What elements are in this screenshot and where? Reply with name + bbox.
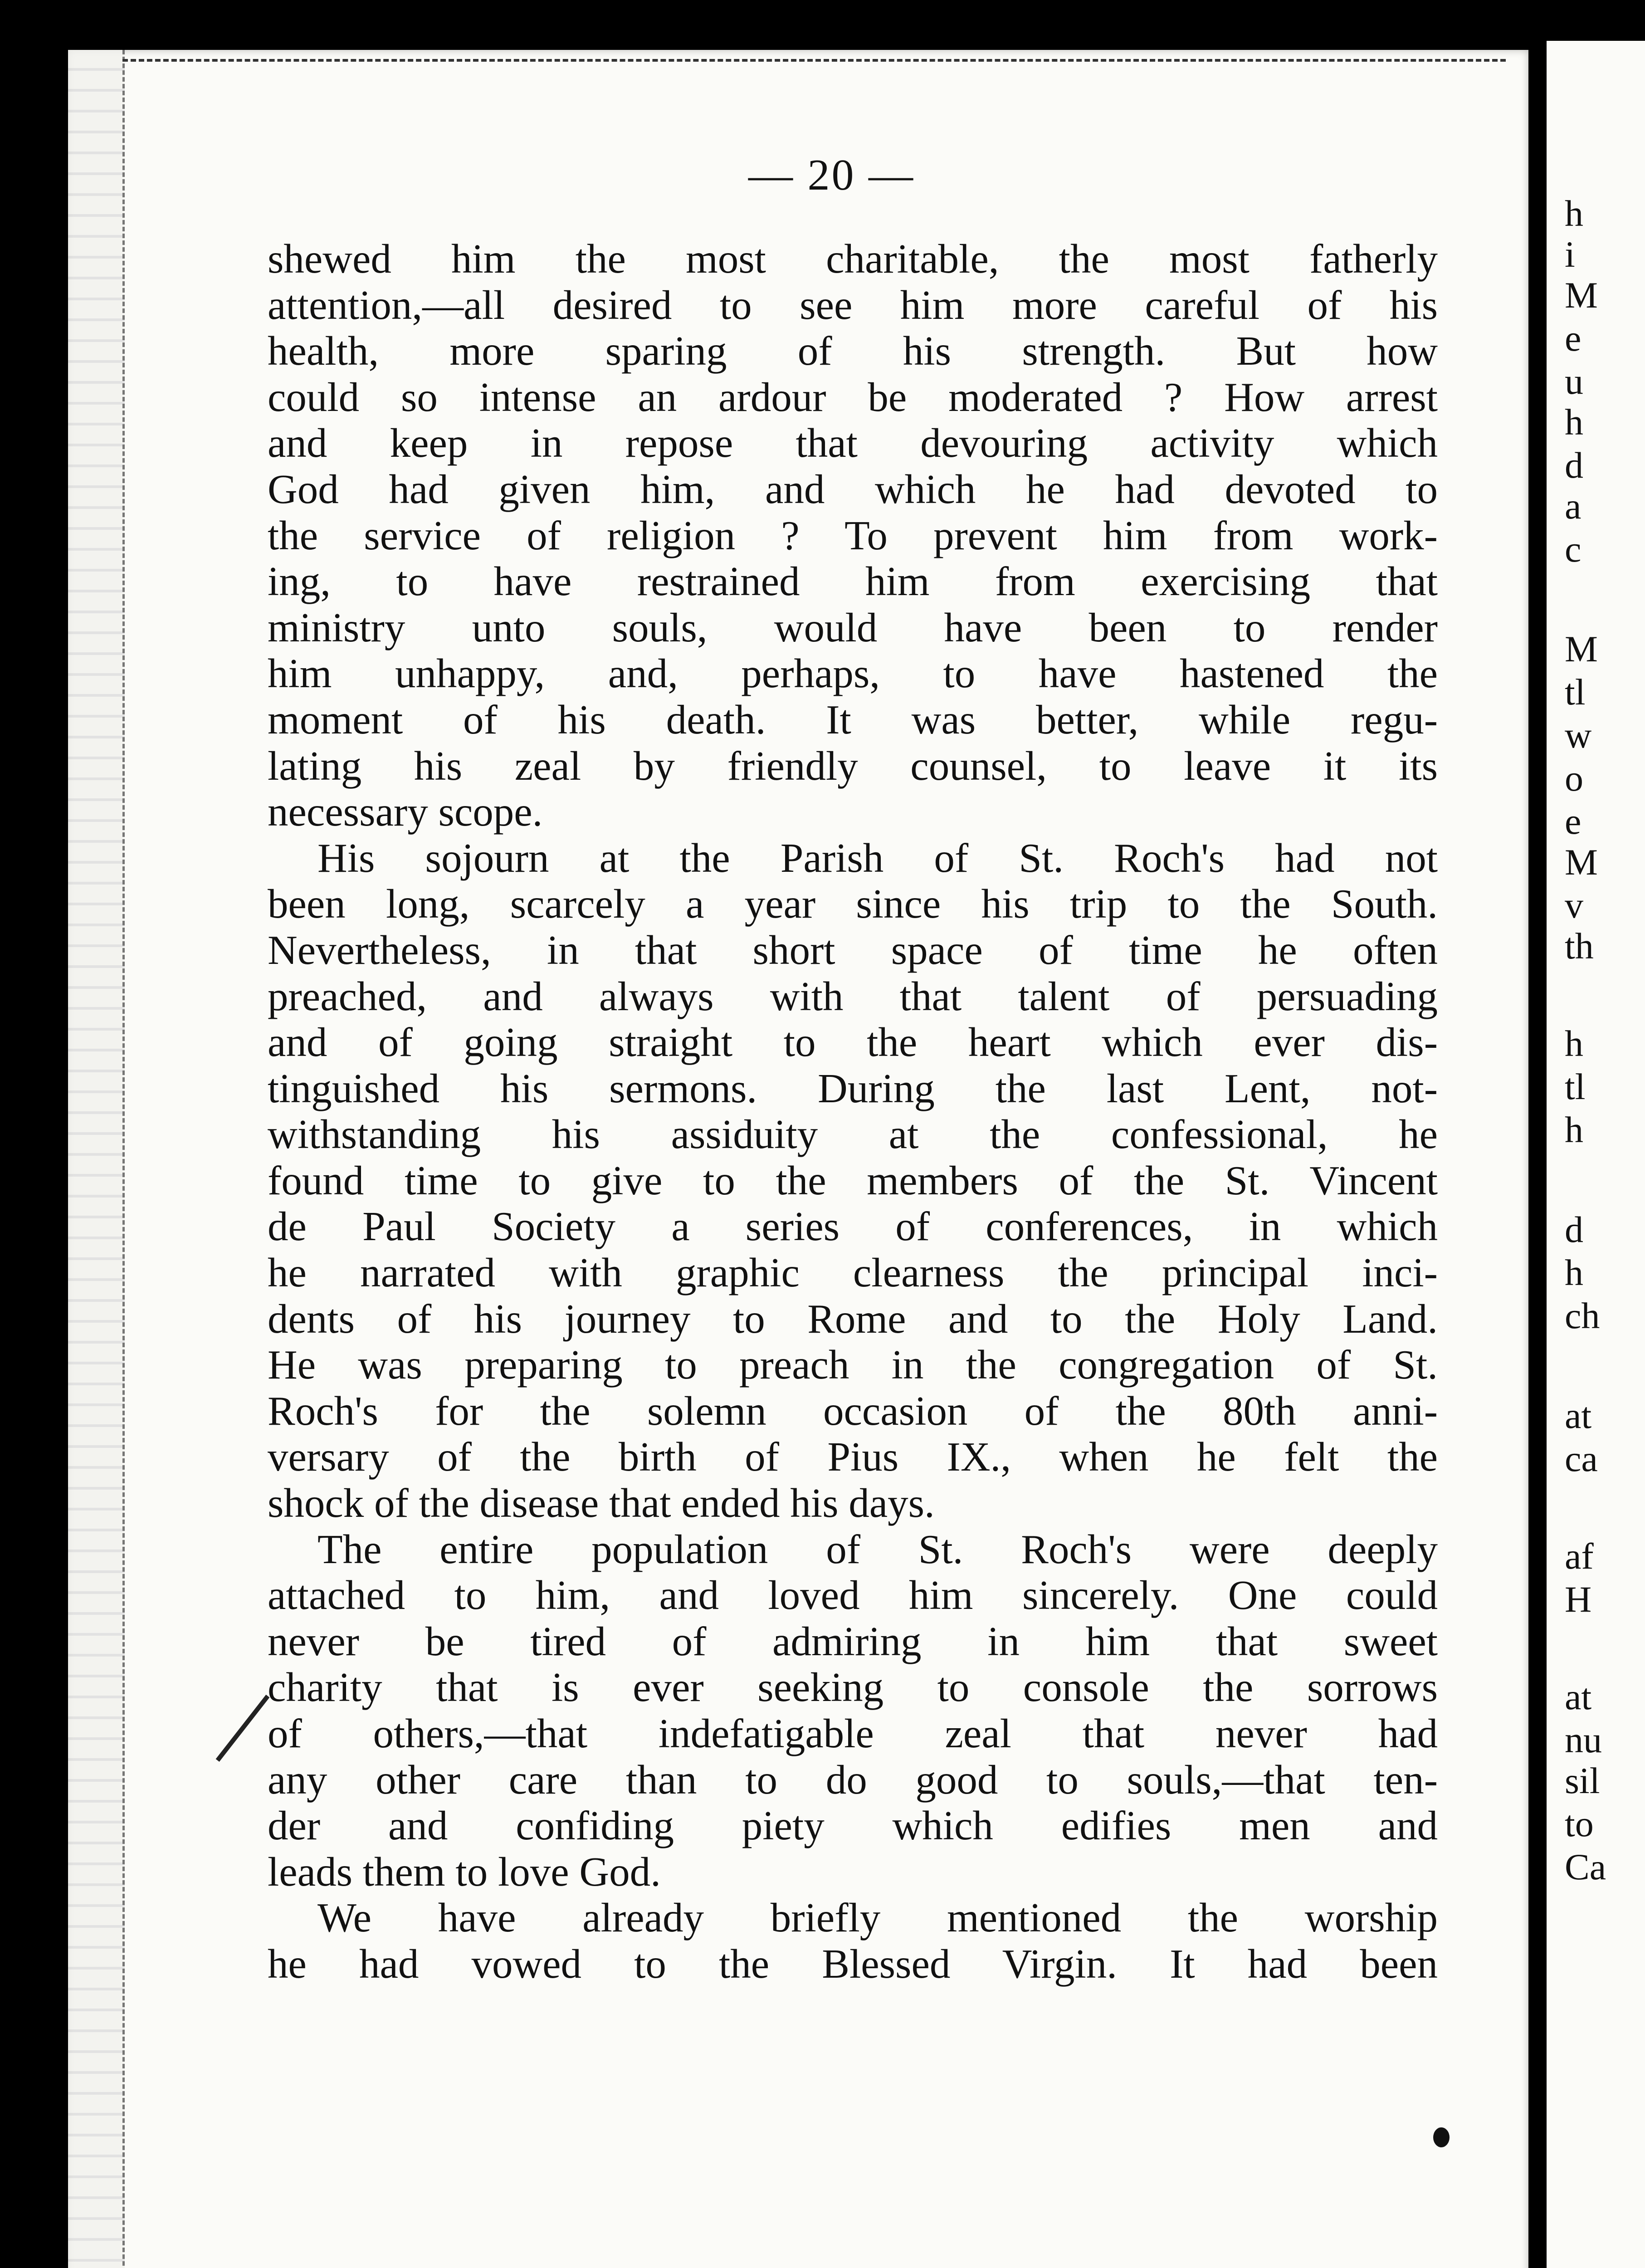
next-page-fragment: e [1565,318,1582,359]
text-line: attention,—all desired to see him more careful of his [268,282,1438,328]
next-page-fragment: h [1565,1023,1583,1064]
text-line: found time to give to the members of the St. Vincent [268,1157,1438,1203]
next-page-edge [1547,41,1645,2268]
page-body-text [268,236,1438,1987]
next-page-fragment: to [1565,1803,1594,1844]
next-page-fragment: tl [1565,1066,1586,1107]
next-page-fragment: sil [1565,1760,1600,1801]
text-line: any other care than to do good to souls,—that ten- [268,1756,1438,1803]
text-line: ing, to have restrained him from exercising that [268,558,1438,605]
next-page-fragment: o [1565,758,1583,799]
next-page-fragment: ch [1565,1295,1600,1336]
page-gutter [68,50,125,2268]
next-page-fragment: e [1565,801,1582,842]
text-line: he narrated with graphic clearness the principal inci- [268,1250,1438,1296]
page-top-edge [122,59,1506,62]
next-page-fragment: c [1565,528,1582,570]
scan-border-top [0,0,1645,50]
text-line: lating his zeal by friendly counsel, to leave it its [268,743,1438,789]
next-page-fragment: nu [1565,1719,1602,1760]
text-line: charity that is ever seeking to console the sorrows [268,1664,1438,1711]
next-page-fragment: w [1565,714,1592,756]
text-line: Nevertheless, in that short space of time he often [268,927,1438,973]
next-page-fragment: h [1565,1252,1583,1293]
text-line: dents of his journey to Rome and to the Holy Land. [268,1295,1438,1342]
text-line: and of going straight to the heart which ever dis- [268,1019,1438,1066]
text-line: der and confiding piety which edifies men and [268,1803,1438,1849]
next-page-fragment: Ca [1565,1846,1606,1887]
text-line: been long, scarcely a year since his trip to the South. [268,881,1438,927]
text-line: God had given him, and which he had devoted to [268,466,1438,512]
scan-border-right [1528,0,1547,2268]
text-line: He was preparing to preach in the congregation of St. [268,1342,1438,1388]
text-line: and keep in repose that devouring activity which [268,420,1438,466]
text-line: de Paul Society a series of conferences, in which [268,1203,1438,1250]
text-line: attached to him, and loved him sincerely. One could [268,1572,1438,1618]
next-page-fragment: u [1565,361,1583,402]
text-line: shock of the disease that ended his days. [268,1480,935,1526]
text-line: versary of the birth of Pius IX., when he felt the [268,1434,1438,1480]
next-page-fragment: th [1565,925,1594,967]
next-page-fragment: M [1565,841,1598,883]
text-line: he had vowed to the Blessed Virgin. It had been [268,1941,1438,1987]
next-page-fragment: at [1565,1395,1592,1436]
next-page-fragment: tl [1565,671,1586,713]
text-line: shewed him the most charitable, the most fatherly [268,236,1438,282]
text-line: preached, and always with that talent of persuading [268,973,1438,1019]
next-page-fragment: v [1565,885,1583,926]
next-page-fragment: d [1565,445,1583,486]
text-line: necessary scope. [268,789,543,835]
next-page-fragment: h [1565,1109,1583,1150]
text-line: health, more sparing of his strength. But how [268,328,1438,374]
text-line: the service of religion ? To prevent him from work- [268,512,1438,558]
text-line: tinguished his sermons. During the last Lent, not- [268,1065,1438,1111]
next-page-fragment: a [1565,485,1582,527]
next-page-fragment: i [1565,234,1575,275]
text-line: His sojourn at the Parish of St. Roch's had not [317,835,1438,881]
ink-spot [1433,2127,1450,2147]
next-page-fragment: h [1565,193,1583,234]
next-page-fragment: H [1565,1579,1592,1620]
text-line: Roch's for the solemn occasion of the 80th anni- [268,1388,1438,1434]
text-line: The entire population of St. Roch's were deeply [317,1526,1438,1572]
next-page-fragment: M [1565,274,1598,316]
next-page-fragment: d [1565,1209,1583,1250]
next-page-fragment: at [1565,1676,1592,1717]
text-line: We have already briefly mentioned the worship [317,1895,1438,1941]
text-line: never be tired of admiring in him that sweet [268,1618,1438,1664]
text-line: him unhappy, and, perhaps, to have hastened the [268,650,1438,697]
next-page-fragment: af [1565,1535,1594,1577]
text-line: withstanding his assiduity at the confessional, he [268,1111,1438,1158]
next-page-fragment: h [1565,401,1583,443]
text-line: leads them to love God. [268,1848,661,1895]
text-line: ministry unto souls, would have been to render [268,604,1438,650]
next-page-fragment: ca [1565,1438,1598,1479]
page-number: — 20 — [748,151,915,200]
next-page-fragment: M [1565,628,1598,670]
text-line: of others,—that indefatigable zeal that never had [268,1711,1438,1756]
text-line: moment of his death. It was better, while regu- [268,696,1438,743]
text-line: could so intense an ardour be moderated ? How arrest [268,374,1438,420]
